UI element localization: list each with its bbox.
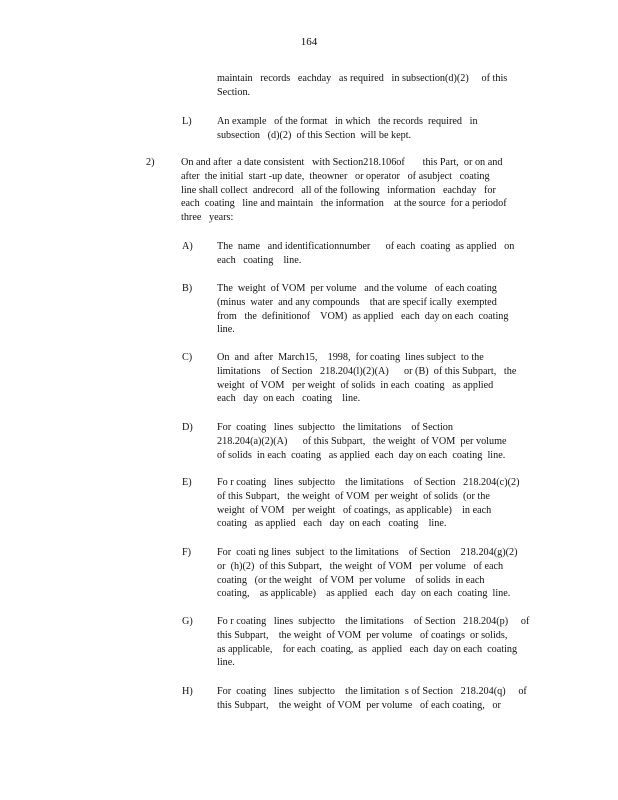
item-label-l: L) (182, 116, 192, 127)
subitem-text-h: For coating lines subjectto the limitation s of Section 218.204(q) of this Subpart, the weight of VOM per volume of each coating, or (217, 686, 527, 711)
subitem-label-g: G) (182, 616, 193, 627)
item-text-2: On and after a date consistent with Section218.106of this Part, or on and after the initial start -up date, theowner or operator of asubject coating line shall collect andrecord all of the following information eachday for each coating line and maintain the information at the source for a periodof three years: (181, 157, 507, 224)
subitem-text-b: The weight of VOM per volume and the volume of each coating (minus water and any compounds that are specif ically exempted from the definitionof VOM) as applied each day on each coating line. (217, 283, 509, 336)
item-text-l: An example of the format in which the records required in subsection (d)(2) of this Section will be kept. (217, 116, 478, 141)
subitem-text-e: Fo r coating lines subjectto the limitations of Section 218.204(c)(2) of this Subpart, the weight of VOM per weight of solids (or the weight of VOM per weight of coatings, as applicable) in each coating as applied each day on each coating line. (217, 477, 520, 530)
subitem-text-d: For coating lines subjectto the limitations of Section 218.204(a)(2)(A) of this Subpart, the weight of VOM per volume of solids in each coating as applied each day on each coating line. (217, 422, 507, 461)
subitem-label-f: F) (182, 547, 192, 558)
subitem-text-a: The name and identificationnumber of each coating as applied on each coating line. (217, 241, 515, 266)
subitem-text-g: Fo r coating lines subjectto the limitations of Section 218.204(p) of this Subpart, the weight of VOM per volume of coatings or solids, as applicable, for each coating, as applied each day on each coating line. (217, 616, 530, 669)
subitem-label-h: H) (182, 686, 193, 697)
subitem-label-e: E) (182, 477, 192, 488)
subitem-text-f: For coati ng lines subject to the limitations of Section 218.204(g)(2) or (h)(2) of this Subpart, the weight of VOM per volume of each coating (or the weight of VOM per volume of solids in each coating, as applicable) as applied each day on each coating line. (217, 547, 518, 600)
subitem-label-d: D) (182, 422, 193, 433)
page-number: 164 (300, 36, 318, 48)
subitem-text-c: On and after March15, 1998, for coating lines subject to the limitations of Section 218.204(l)(2)(A) or (B) of this Subpart, the weight of VOM per weight of solids in each coating as applied each day on each coating line. (217, 352, 517, 405)
subitem-label-c: C) (182, 352, 193, 363)
subitem-label-a: A) (182, 241, 193, 252)
continuation-paragraph: maintain records eachday as required in subsection(d)(2) of this Section. (217, 73, 508, 98)
item-label-2: 2) (146, 157, 155, 168)
subitem-label-b: B) (182, 283, 193, 294)
